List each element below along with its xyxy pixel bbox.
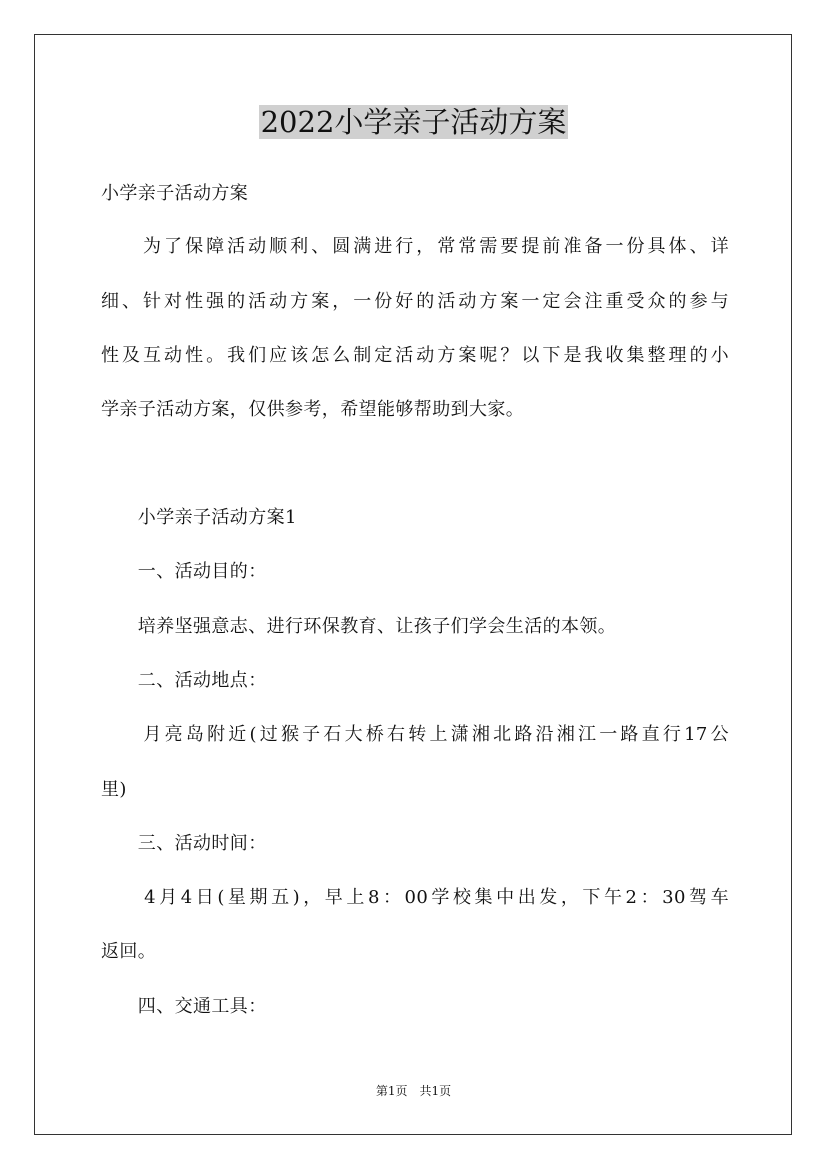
location-line-2: 里) <box>101 779 127 800</box>
time-line-2: 返回。 <box>101 941 157 962</box>
transport-heading: 四、交通工具： <box>101 996 267 1017</box>
purpose-heading: 一、活动目的： <box>101 561 267 582</box>
page-number-footer: 第1页 共1页 <box>375 1084 452 1098</box>
purpose-text: 培养坚强意志、进行环保教育、让孩子们学会生活的本领。 <box>101 616 617 637</box>
document-title-text: 2022小学亲子活动方案 <box>260 105 567 139</box>
intro-line-1: 为了保障活动顺利、圆满进行，常常需要提前准备一份具体、详 <box>101 236 729 257</box>
time-line-1: 4月4日(星期五)，早上8：00学校集中出发，下午2：30驾车 <box>101 887 729 908</box>
document-title <box>0 100 827 144</box>
location-heading: 二、活动地点： <box>101 670 267 691</box>
intro-line-3: 性及互动性。我们应该怎么制定活动方案呢？以下是我收集整理的小 <box>101 345 729 366</box>
intro-line-4: 学亲子活动方案，仅供参考，希望能够帮助到大家。 <box>101 399 525 420</box>
location-line-1: 月亮岛附近(过猴子石大桥右转上潇湘北路沿湘江一路直行17公 <box>101 724 729 745</box>
section-title: 小学亲子活动方案1 <box>101 507 297 528</box>
time-heading: 三、活动时间： <box>101 833 267 854</box>
intro-line-2: 细、针对性强的活动方案，一份好的活动方案一定会注重受众的参与 <box>101 291 729 312</box>
document-subtitle: 小学亲子活动方案 <box>101 183 249 204</box>
